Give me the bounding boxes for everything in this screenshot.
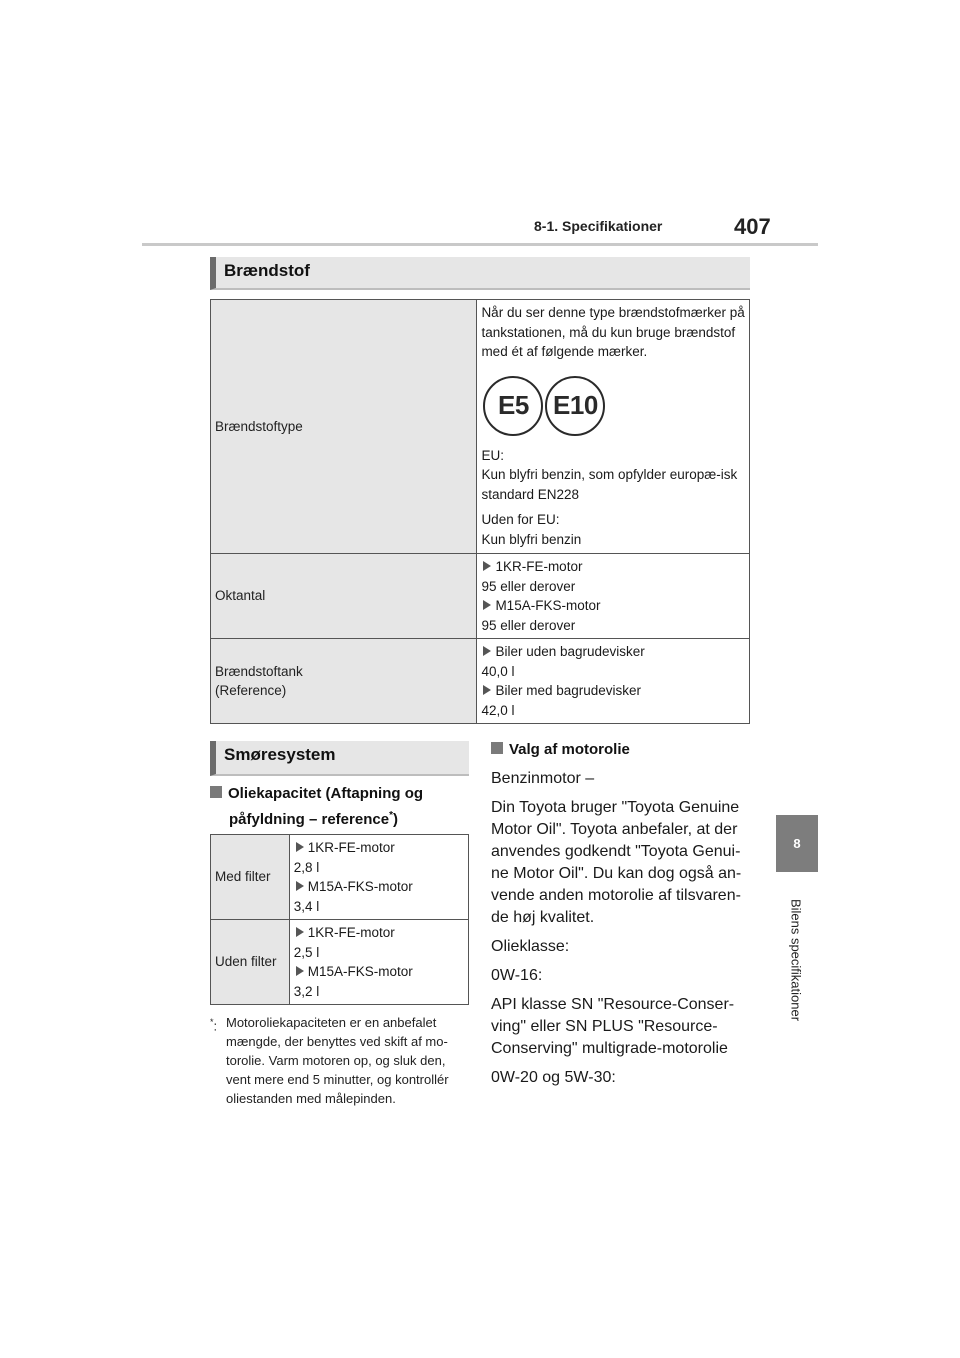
footnote-text: Motoroliekapaciteten er en anbefalet mængde, der benyttes ved skift af mo-torolie. Varm motoren op, og sluk den, vent mere end 5 minutter, og kontrollér oliestanden med målepinden. xyxy=(226,1015,449,1106)
chapter-side-title xyxy=(774,885,818,1035)
with-filter-label: Med filter xyxy=(211,835,290,920)
octane-value xyxy=(477,554,750,639)
oil-choice-column xyxy=(491,739,753,1089)
oil-capacity-table xyxy=(210,834,469,1005)
oil-capacity-heading-line-1: Oliekapacitet (Aftapning og xyxy=(228,785,424,802)
oil-capacity-heading-close: ) xyxy=(392,811,398,828)
oil-choice-p4: 0W-16: xyxy=(491,967,543,984)
triangle-bullet-icon xyxy=(296,842,304,852)
square-bullet-icon xyxy=(210,786,222,798)
fuel-table xyxy=(210,299,750,724)
without-filter-value xyxy=(289,920,468,1005)
tank-label-1: Brændstoftank xyxy=(215,663,303,679)
with-filter-value xyxy=(289,835,468,920)
page-number: 407 xyxy=(734,214,771,239)
tank-value xyxy=(477,639,750,724)
tank-variant-1: Biler uden bagrudevisker xyxy=(495,644,645,659)
without-filter-value-1: 2,5 l xyxy=(293,944,320,960)
triangle-bullet-icon xyxy=(483,600,491,610)
fuel-type-intro: Når du ser denne type brændstofmærker på tankstationen, må du kun bruge brændstof med ét af følgende mærker. xyxy=(481,305,745,359)
oil-choice-p1: Benzinmotor – xyxy=(491,770,595,787)
triangle-bullet-icon xyxy=(296,966,304,976)
oil-capacity-heading-line-2: påfyldning – reference xyxy=(229,811,390,828)
without-filter-value-2: 3,2 l xyxy=(293,983,320,999)
with-filter-engine-1: 1KR-FE-motor xyxy=(307,840,395,855)
e10-fuel-badge: E10 xyxy=(545,376,605,436)
e5-fuel-badge: E5 xyxy=(483,376,543,436)
table-row xyxy=(211,920,469,1005)
chapter-side-title-text: Bilens specifikationer xyxy=(788,898,804,1022)
triangle-bullet-icon xyxy=(296,881,304,891)
tank-value-2: 42,0 l xyxy=(481,702,515,718)
oil-capacity-heading xyxy=(210,783,469,831)
triangle-bullet-icon xyxy=(483,646,491,656)
triangle-bullet-icon xyxy=(483,685,491,695)
footnote xyxy=(210,1013,469,1108)
tank-label-2: (Reference) xyxy=(215,683,287,698)
table-row xyxy=(211,835,469,920)
oil-choice-p3: Olieklasse: xyxy=(491,938,570,955)
octane-value-2: 95 eller derover xyxy=(481,617,576,633)
without-filter-engine-1: 1KR-FE-motor xyxy=(307,925,395,940)
non-eu-title: Uden for EU: xyxy=(481,512,560,527)
chapter-tab: 8 xyxy=(776,815,818,872)
without-filter-label: Uden filter xyxy=(211,920,290,1005)
triangle-bullet-icon xyxy=(483,561,491,571)
octane-engine-1: 1KR-FE-motor xyxy=(495,559,583,574)
tank-value-1: 40,0 l xyxy=(481,663,515,679)
octane-label: Oktantal xyxy=(211,554,477,639)
footnote-mark: * xyxy=(210,1017,214,1027)
tank-variant-2: Biler med bagrudevisker xyxy=(495,683,642,698)
fuel-type-value xyxy=(477,300,750,554)
footnote-colon: : xyxy=(213,1018,218,1034)
octane-value-1: 95 eller derover xyxy=(481,578,576,594)
non-eu-text: Kun blyfri benzin xyxy=(481,531,582,547)
without-filter-engine-2: M15A-FKS-motor xyxy=(307,964,413,979)
table-row xyxy=(211,554,750,639)
with-filter-engine-2: M15A-FKS-motor xyxy=(307,879,413,894)
oil-choice-p6: 0W-20 og 5W-30: xyxy=(491,1069,616,1086)
eu-text: Kun blyfri benzin, som opfylder europæ-isk standard EN228 xyxy=(481,467,738,502)
fuel-label-badges xyxy=(483,376,745,436)
lubrication-heading: Smøresystem xyxy=(210,741,469,776)
header-divider xyxy=(142,243,818,246)
oil-choice-p2: Din Toyota bruger "Toyota Genuine Motor Oil". Toyota anbefaler, at der anvendes godkendt "Toyota Genui-ne Motor Oil". Du kan dog også an-vende anden motorolie af tilsvaren-de høj kvalitet. xyxy=(491,799,742,926)
tank-label xyxy=(211,639,477,724)
square-bullet-icon xyxy=(491,742,503,754)
oil-choice-p5: API klasse SN "Resource-Conser-ving" eller SN PLUS "Resource-Conserving" multigrade-motorolie xyxy=(491,996,735,1057)
triangle-bullet-icon xyxy=(296,927,304,937)
table-row xyxy=(211,300,750,554)
octane-engine-2: M15A-FKS-motor xyxy=(495,598,601,613)
table-row xyxy=(211,639,750,724)
fuel-heading: Brændstof xyxy=(210,257,750,290)
with-filter-value-2: 3,4 l xyxy=(293,898,320,914)
footnote-marker: * xyxy=(389,810,393,821)
oil-choice-heading: Valg af motorolie xyxy=(509,741,630,758)
section-title: 8-1. Specifikationer xyxy=(534,218,663,234)
fuel-type-label: Brændstoftype xyxy=(211,300,477,554)
eu-title: EU: xyxy=(481,447,504,463)
with-filter-value-1: 2,8 l xyxy=(293,859,320,875)
